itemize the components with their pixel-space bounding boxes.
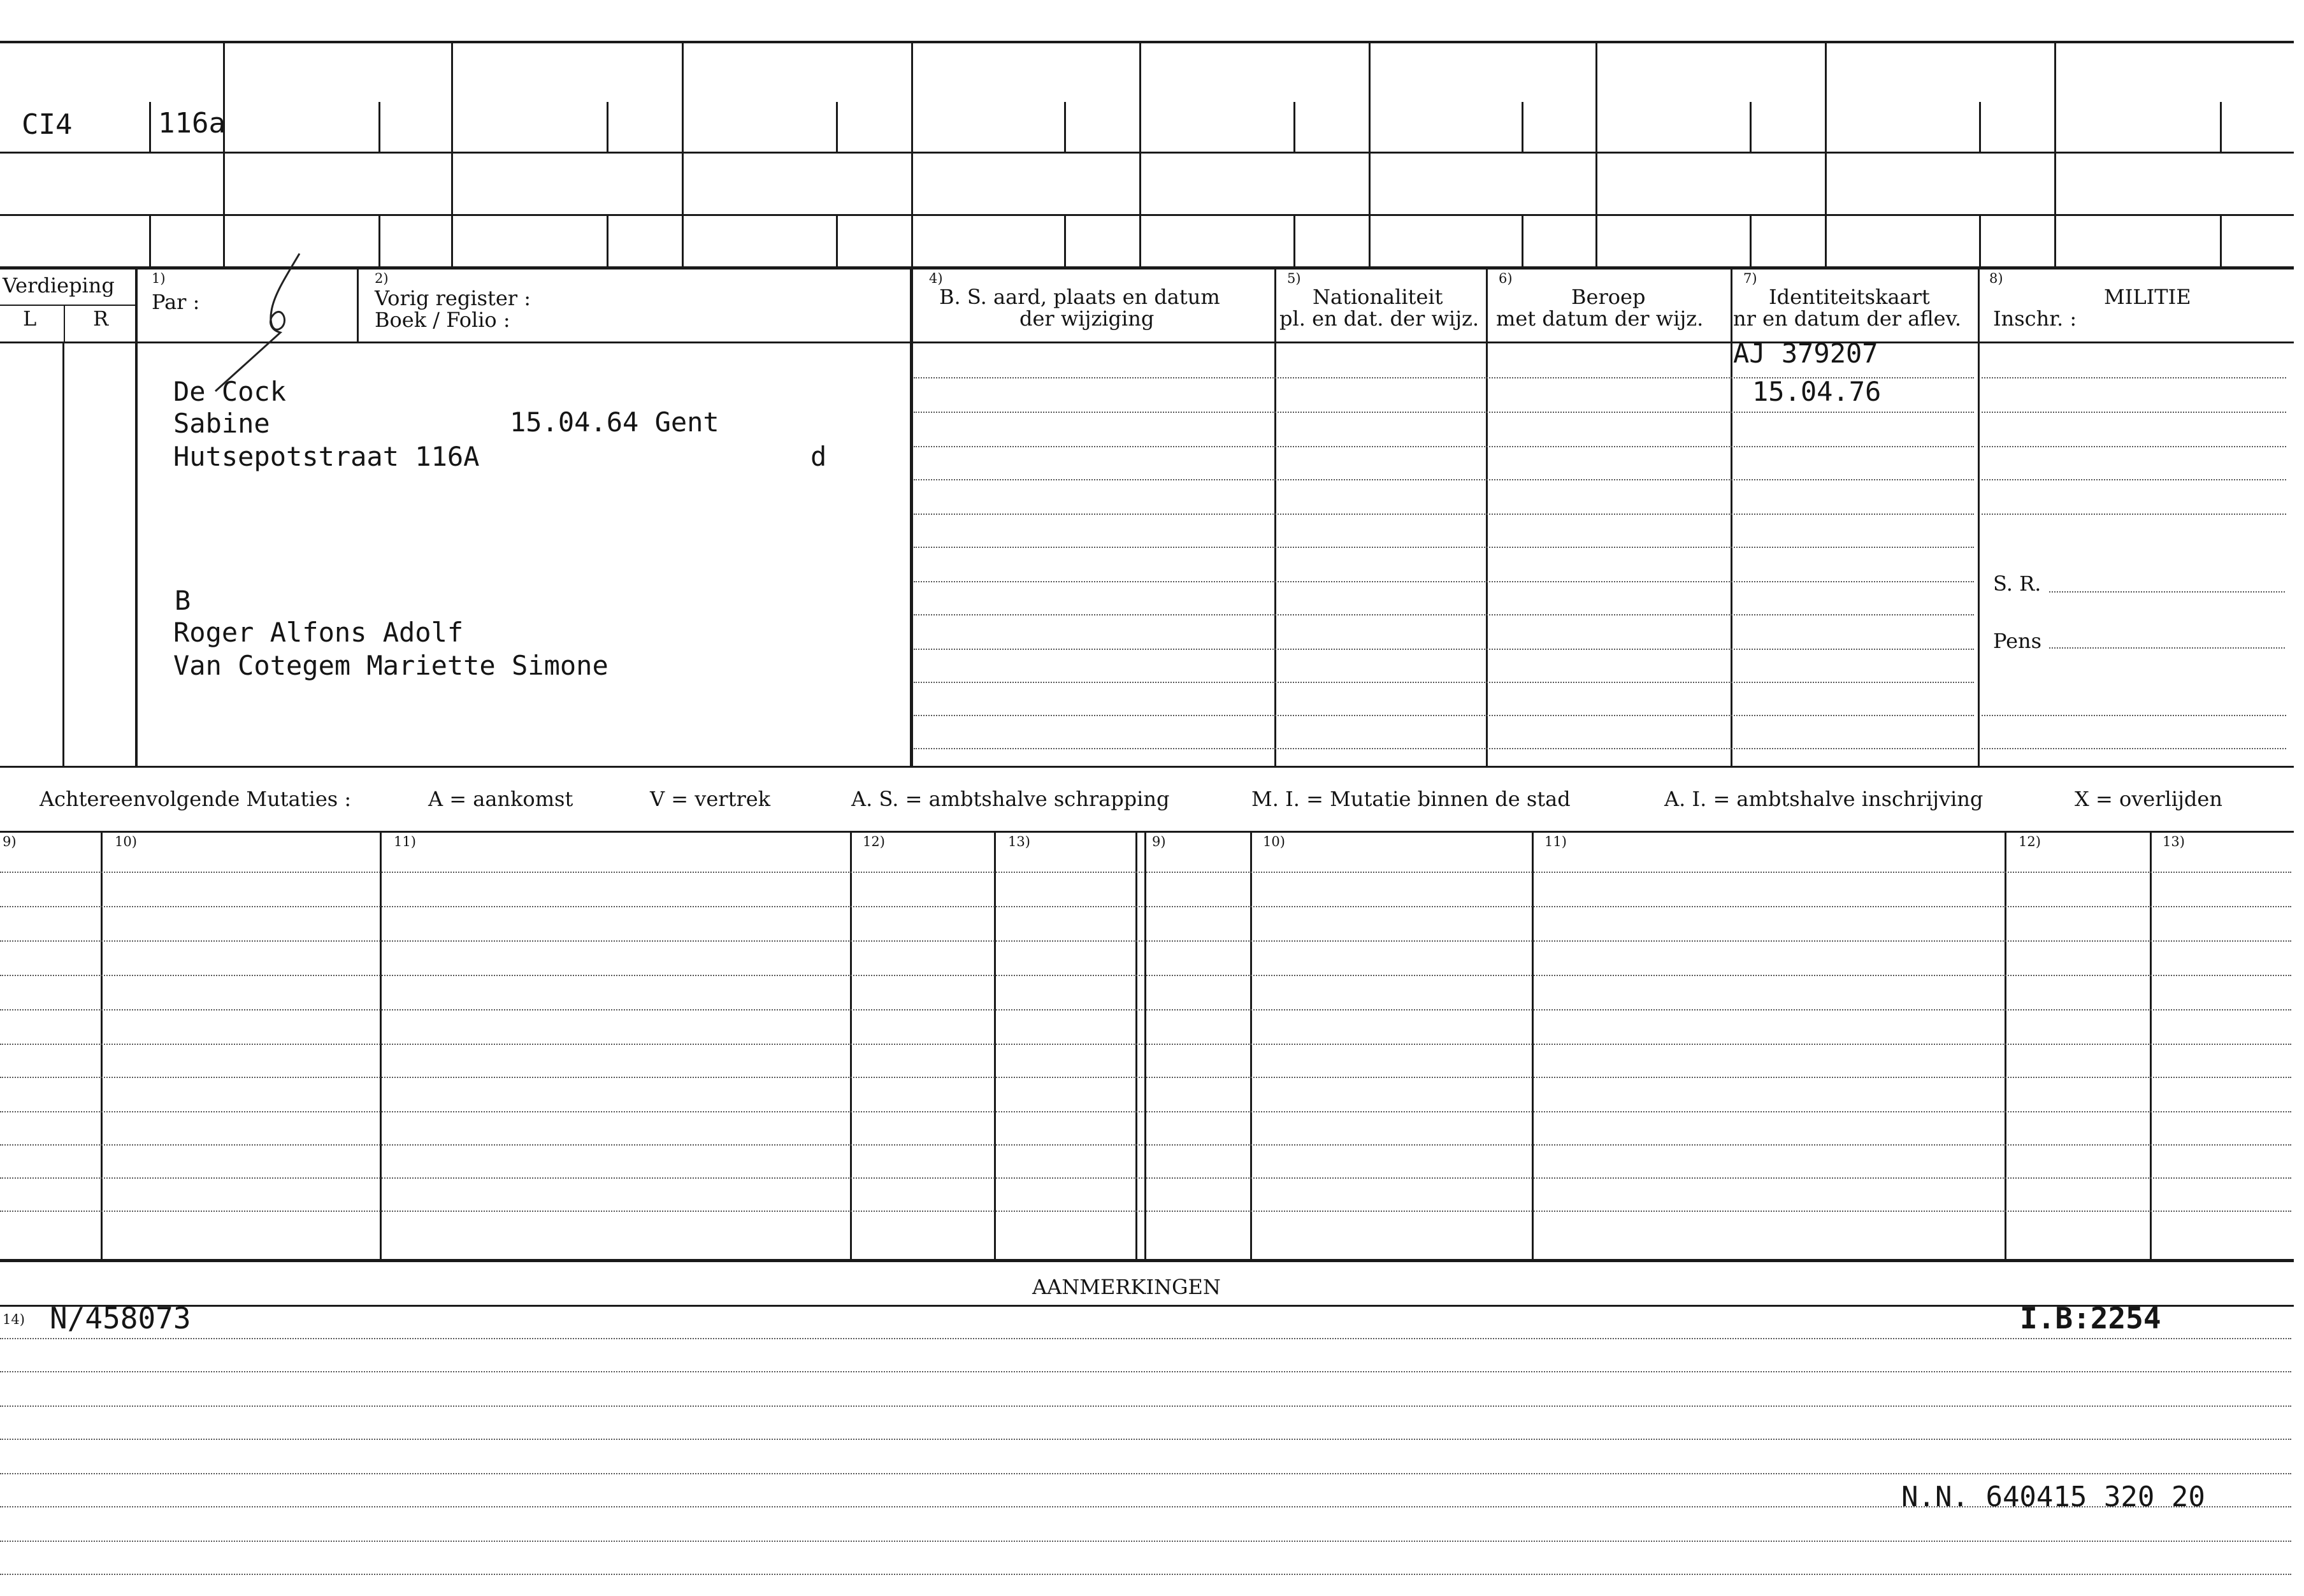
- bs-header-line1: B. S. aard, plaats en datum: [939, 285, 1220, 309]
- person-marker: d: [810, 441, 827, 472]
- mut-left-col-10: 10): [115, 834, 137, 849]
- beroep-line2: met datum der wijz.: [1496, 306, 1704, 331]
- mut-right-col-11: 11): [1544, 834, 1567, 849]
- pens-label: Pens: [1993, 629, 2042, 653]
- mut-left-col-12: 12): [863, 834, 885, 849]
- person-mother: Van Cotegem Mariette Simone: [173, 650, 608, 681]
- field-number-1: 1): [152, 271, 166, 286]
- boek-folio-label: Boek / Folio :: [375, 308, 510, 332]
- id-card-date: 15.04.76: [1752, 376, 1882, 407]
- identiteitskaart-line2: nr en datum der aflev.: [1733, 306, 1962, 331]
- mut-left-col-9: 9): [3, 834, 17, 849]
- person-street: Hutsepotstraat 116A: [173, 441, 480, 472]
- id-card-number: AJ 379207: [1733, 338, 1878, 369]
- person-firstname: Sabine: [173, 408, 270, 439]
- pen-check-mark: [210, 250, 306, 396]
- beroep-line1: Beroep: [1571, 285, 1646, 309]
- verdieping-label: Verdieping: [3, 273, 115, 298]
- militie-label: MILITIE: [2104, 285, 2191, 309]
- field-number-6: 6): [1499, 271, 1513, 286]
- remark-ib-number: I.B:2254: [2020, 1301, 2161, 1335]
- identiteitskaart-line1: Identiteitskaart: [1769, 285, 1930, 309]
- mut-right-col-9: 9): [1152, 834, 1166, 849]
- person-status: B: [175, 585, 191, 616]
- legend-aankomst: A = aankomst: [428, 787, 573, 811]
- mut-right-col-12: 12): [2019, 834, 2041, 849]
- par-label: Par :: [152, 290, 200, 314]
- mut-right-col-10: 10): [1263, 834, 1285, 849]
- col-l-label: L: [23, 306, 37, 331]
- bs-header-line2: der wijziging: [1019, 306, 1155, 331]
- person-birth: 15.04.64 Gent: [510, 406, 719, 438]
- remark-reference: N/458073: [50, 1301, 191, 1335]
- legend-overlijden: X = overlijden: [2075, 787, 2222, 811]
- field-number-2: 2): [375, 271, 389, 286]
- mut-left-col-11: 11): [394, 834, 416, 849]
- legend-ambtshalve-schrapping: A. S. = ambtshalve schrapping: [851, 787, 1170, 811]
- person-surname: De Cock: [173, 376, 287, 407]
- inschr-label: Inschr. :: [1993, 306, 2077, 331]
- address-number: 116a: [158, 107, 226, 140]
- col-r-label: R: [93, 306, 109, 331]
- legend-ambtshalve-inschrijving: A. I. = ambtshalve inschrijving: [1664, 787, 1984, 811]
- field-number-4: 4): [929, 271, 943, 286]
- nationaliteit-line1: Nationaliteit: [1313, 285, 1443, 309]
- sr-label: S. R.: [1993, 572, 2041, 596]
- field-number-7: 7): [1743, 271, 1757, 286]
- legend-vertrek: V = vertrek: [650, 787, 771, 811]
- mut-right-col-13: 13): [2163, 834, 2185, 849]
- field-number-8: 8): [1989, 271, 2003, 286]
- field-number-5: 5): [1287, 271, 1301, 286]
- mut-left-col-13: 13): [1008, 834, 1030, 849]
- national-number: N.N. 640415 320 20: [1901, 1481, 2205, 1513]
- vorig-register-label: Vorig register :: [375, 286, 531, 310]
- legend-mutatie-binnen: M. I. = Mutatie binnen de stad: [1251, 787, 1571, 811]
- person-father: Roger Alfons Adolf: [173, 617, 464, 648]
- field-number-14: 14): [3, 1312, 25, 1327]
- aanmerkingen-title: AANMERKINGEN: [1032, 1275, 1221, 1299]
- mutaties-title: Achtereenvolgende Mutaties :: [40, 787, 352, 811]
- nationaliteit-line2: pl. en dat. der wijz.: [1279, 306, 1480, 331]
- address-code: CI4: [22, 108, 73, 141]
